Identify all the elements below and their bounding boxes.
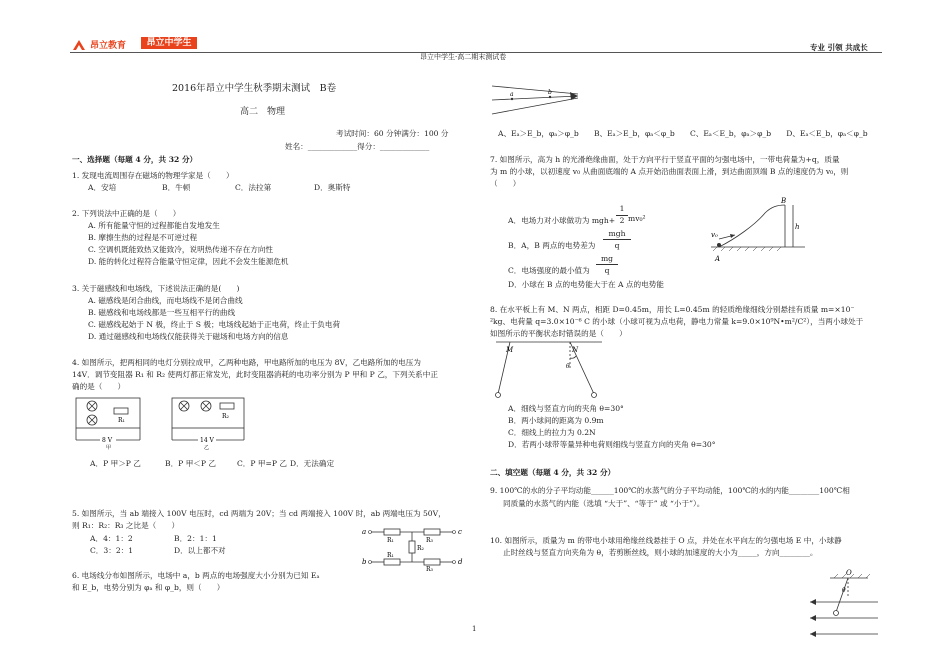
q7-fig-a-label: A (715, 255, 721, 263)
q4-stem-line1: 4. 如图所示，把两相同的电灯分别拉成甲，乙两种电路，甲电路所加的电压为 8V，乙电路所加的电压为 (72, 358, 421, 367)
q3-option-c: C. 磁感线起始于 N 极，终止于 S 极；电场线起始于正电荷，终止于负电荷 (88, 320, 341, 329)
q10-fig-o-label: O (846, 569, 852, 577)
header-slogan: 专业 引领 共成长 (810, 43, 868, 52)
q4-fig-jia-label: 甲 (106, 445, 112, 450)
q7-option-c: C．电场强度的最小值为 (508, 266, 590, 275)
q4-circuit-figure (70, 392, 250, 450)
q7-fig-h-label: h (795, 223, 800, 231)
q7-option-a-denominator: 2 (619, 216, 625, 225)
q10-fig-theta-label: θ (842, 587, 846, 594)
q5-stem-line1: 5. 如图所示，当 ab 端接入 100V 电压时，cd 两端为 20V；当 cd 两端接入 100V 时，ab 两端电压为 50V， (72, 509, 446, 518)
q7-option-b: B．A，B 两点的电势差为 (508, 241, 596, 250)
q8-option-a: A．细线与竖直方向的夹角 θ=30° (508, 404, 624, 413)
q4-stem-line2: 14V．调节变阻器 R₁ 和 R₂ 使两灯都正常发光，此时变阻器消耗的电功率分别为 P 甲和 P 乙，下列关系中正 (72, 370, 438, 379)
q9-line1: 9. 100℃的水的分子平均动能______100℃的水蒸气的分子平均动能，100℃的水的内能________100℃相 (490, 486, 850, 495)
q7-option-c-numerator: mg (600, 254, 614, 263)
q7-stem-line2: 为 m 的小球，以初速度 v₀ 从曲面底端的 A 点开始沿曲面表面上滑，到达曲面顶端 B 点的速度仍为 v₀，则 (490, 167, 849, 176)
q10-line1: 10. 如图所示，质量为 m 的带电小球用绝缘丝线悬挂于 O 点，并处在水平向左的匀强电场 E 中，小球静 (490, 536, 842, 545)
q8-pendulum-figure (494, 340, 604, 400)
q6-fig-a-label: a (510, 91, 514, 98)
q8-fig-m-label: M (506, 346, 514, 354)
q7-option-a-tail: mv₀² (628, 214, 646, 223)
q5-fig-b: b (362, 558, 367, 566)
q2-option-b: B. 摩擦生热的过程是不可逆过程 (88, 233, 198, 242)
q7-option-a: A．电场力对小球做功为 mgh+ (508, 216, 616, 225)
q5-fig-r3-bottom: R₃ (426, 566, 433, 572)
q4-option-c: C．P 甲=P 乙 (237, 459, 288, 468)
q4-option-a: A．P 甲＞P 乙 (90, 459, 141, 468)
q10-pendulum-figure (808, 568, 884, 638)
q2-option-c: C. 空调机既能致热又能致冷，说明热传递不存在方向性 (88, 245, 274, 254)
q5-option-a: A．4：1：2 (90, 534, 133, 543)
page-subtitle: 高二 物理 (240, 107, 286, 117)
q8-stem-line1: 8. 在水平板上有 M、N 两点，相距 D=0.45m，用长 L=0.45m 的轻质绝缘细线分别悬挂有质量 m=×10⁻ (490, 305, 855, 314)
page-number: 1 (472, 625, 477, 633)
exam-info: 考试时间：60 分钟满分：100 分 (336, 129, 449, 138)
q8-option-b: B．两小球间的距离为 0.9m (508, 416, 604, 425)
q5-fig-r2: R₂ (417, 545, 424, 552)
q4-option-d: D．无法确定 (290, 459, 335, 468)
q4-fig-r2-label: R₂ (222, 413, 229, 420)
q3-option-b: B. 磁感线和电场线都是一些互相平行的曲线 (88, 308, 236, 317)
q9-line2: 同质量的水蒸气的内能（选填 “大于”、“等于” 或 “小于”）。 (503, 499, 705, 508)
q4-fig-v2-label: 14 V (200, 437, 214, 444)
q8-stem-line3: 如图所示的平衡状态时错误的是（ ） (490, 329, 627, 338)
q5-fig-r1-bottom: R₁ (387, 552, 394, 559)
q6-stem-line1: 6. 电场线分布如图所示，电场中 a，b 两点的电场强度大小分别为已知 Eₐ (72, 571, 320, 580)
q5-resistor-figure (360, 522, 466, 572)
q5-stem-line2: 则 R₁：R₂：R₃ 之比是（ ） (72, 521, 180, 530)
q5-option-c: C．3：2：1 (90, 546, 134, 555)
q4-option-b: B．P 甲＜P 乙 (165, 459, 217, 468)
q7-option-b-denominator: q (614, 241, 620, 250)
q7-option-d: D．小球在 B 点的电势能大于在 A 点的电势能 (508, 280, 664, 289)
brand-name: 昂立教育 (90, 41, 127, 51)
q7-stem-line3: （ ） (490, 179, 521, 188)
q6-options: A、Eₐ＞E_b，φₐ＞φ_b B、Eₐ＞E_b，φₐ＜φ_b C、Eₐ＜E_b，φₐ＞φ_b D、Eₐ＜E_b，φₐ＜φ_b (498, 129, 868, 138)
header-divider (70, 52, 882, 53)
q4-stem-line3: 确的是（ ） (72, 382, 126, 391)
q8-fig-theta-label: θ (566, 363, 570, 370)
q7-fig-v0-label: v₀ (711, 231, 718, 239)
q6-fig-b-label: b (548, 89, 552, 96)
q7-stem-line1: 7. 如图所示，高为 h 的光滑绝缘曲面，处于方向平行于竖直平面的匀强电场中，一带电荷量为+q，质量 (490, 155, 840, 164)
q2-option-d: D. 能的转化过程符合能量守恒定律，因此不会发生能源危机 (88, 257, 289, 266)
q10-line2: 止时丝线与竖直方向夹角为 θ，若剪断丝线，则小球的加速度的大小为_____，方向________。 (503, 548, 818, 557)
q5-fig-r3-top: R₃ (426, 537, 433, 544)
section-2-heading: 二、填空题（每题 4 分，共 32 分） (490, 468, 616, 477)
q3-option-a: A. 磁感线是闭合曲线，而电场线不是闭合曲线 (88, 296, 243, 305)
q1-option-b: B．牛顿 (162, 183, 191, 192)
q6-field-line-figure (488, 82, 584, 122)
brand-badge: 昂立中学生 (141, 37, 197, 49)
q7-fig-b-label: B (781, 197, 787, 205)
q5-fig-a: a (362, 528, 367, 536)
q5-option-b: B．2：1：1 (174, 534, 217, 543)
q6-stem-line2: 和 E_b，电势分别为 φₐ 和 φ_b，则（ ） (72, 583, 225, 592)
q4-fig-r1-label: R₁ (118, 417, 125, 424)
q7-option-a-numerator: 1 (619, 204, 625, 213)
name-score-line: 姓名：_____________得分：_____________ (285, 142, 430, 151)
q8-fig-n-label: N (572, 346, 579, 354)
q8-stem-line2: ²kg、电荷量 q=3.0×10⁻⁶ C 的小球（小球可视为点电荷，静电力常量 k=9.0×10⁹N•m²/C²），当两小球处于 (490, 317, 864, 326)
q5-option-d: D．以上都不对 (174, 546, 226, 555)
q1-option-a: A．安培 (88, 183, 117, 192)
q3-stem: 3. 关于磁感线和电场线，下述说法正确的是( ) (72, 284, 240, 293)
q5-fig-c: c (458, 528, 462, 536)
q2-option-a: A. 所有能量守恒的过程都能自发地发生 (88, 221, 220, 230)
q4-fig-yi-label: 乙 (204, 445, 210, 450)
q8-option-d: D．若两小球带等量异种电荷则细线与竖直方向的夹角 θ=30° (508, 440, 716, 449)
q7-option-c-denominator: q (604, 266, 610, 275)
q8-option-c: C．细线上的拉力为 0.2N (508, 428, 596, 437)
q2-stem: 2. 下列说法中正确的是（ ） (72, 209, 181, 218)
q1-stem: 1. 发现电流周围存在磁场的物理学家是（ ） (72, 171, 234, 180)
q3-option-d: D. 通过磁感线和电场线仅能获得关于磁场和电场方向的信息 (88, 332, 289, 341)
section-1-heading: 一、选择题（每题 4 分，共 32 分） (72, 155, 198, 164)
q4-fig-v1-label: 8 V (102, 437, 113, 444)
q7-option-b-numerator: mgh (608, 229, 626, 238)
q1-option-c: C．法拉第 (235, 183, 272, 192)
q7-curve-figure (705, 195, 815, 265)
q5-fig-r1-top: R₁ (387, 537, 394, 544)
logo-mark-icon (72, 36, 86, 48)
doc-header-title: 昂立中学生·高二期末测试卷 (420, 53, 507, 61)
q1-option-d: D．奥斯特 (314, 183, 351, 192)
q5-fig-d: d (458, 558, 463, 566)
page-title: 2016年昂立中学生秋季期末测试 B卷 (172, 83, 337, 94)
